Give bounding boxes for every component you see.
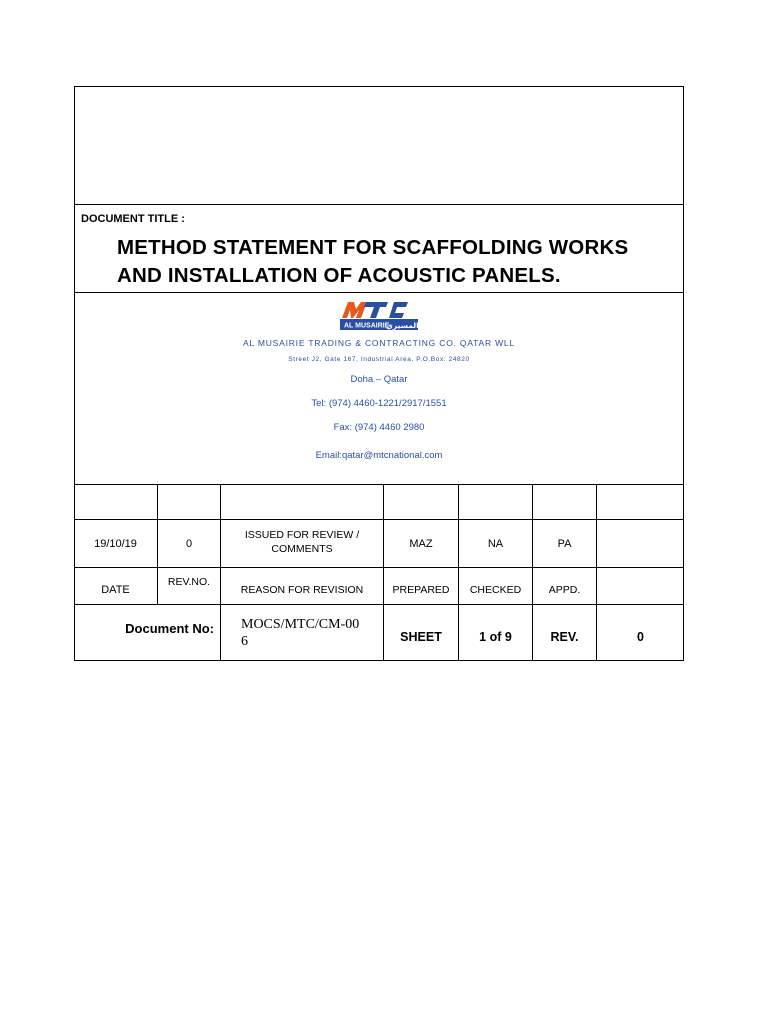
revision-approved: PA [557, 537, 572, 550]
document-title-line-2: AND INSTALLATION OF ACOUSTIC PANELS. [117, 264, 561, 287]
logo-arabic-text: المسيري [386, 321, 419, 330]
company-email[interactable]: Email:qatar@mtcnational.com [315, 450, 443, 461]
rev-label: REV. [550, 630, 579, 644]
revision-reason: ISSUED FOR REVIEW / COMMENTS [244, 528, 360, 555]
column-divider [596, 484, 597, 605]
header-rev-no: REV.NO. [167, 576, 211, 588]
company-street: Street J2, Gate 167, Industrial Area, P.O.Box: 24820 [288, 356, 470, 363]
sheet-value: 1 of 9 [479, 630, 512, 644]
rev-value: 0 [637, 630, 644, 644]
blank-header-box [74, 86, 684, 205]
company-fax: Fax: (974) 4460 2980 [333, 422, 425, 433]
document-title [117, 234, 677, 290]
company-tel: Tel: (974) 4460-1221/2917/1551 [311, 398, 447, 409]
revision-checked: NA [487, 537, 504, 550]
header-reason: REASON FOR REVISION [240, 584, 364, 596]
sheet-label: SHEET [400, 630, 442, 644]
document-no-label: Document No: [125, 621, 214, 636]
header-approved: APPD. [548, 584, 581, 596]
revision-number: 0 [185, 537, 193, 550]
document-cover [74, 86, 684, 661]
header-date: DATE [101, 584, 130, 596]
mtc-logo [336, 298, 420, 332]
company-city: Doha – Qatar [350, 374, 408, 385]
revision-date: 19/10/19 [94, 537, 137, 550]
document-title-label: DOCUMENT TITLE : [81, 213, 185, 225]
header-checked: CHECKED [469, 584, 522, 596]
company-name: AL MUSAIRIE TRADING & CONTRACTING CO. QATAR WLL [242, 338, 515, 348]
document-no-value: MOCS/MTC/CM-006 [241, 617, 360, 649]
header-prepared: PREPARED [392, 584, 450, 596]
revision-row-divider [74, 567, 684, 568]
document-title-line-1: METHOD STATEMENT FOR SCAFFOLDING WORKS [117, 236, 629, 259]
logo-text: AL MUSAIRIE [344, 322, 390, 330]
revision-prepared: MAZ [409, 537, 433, 550]
